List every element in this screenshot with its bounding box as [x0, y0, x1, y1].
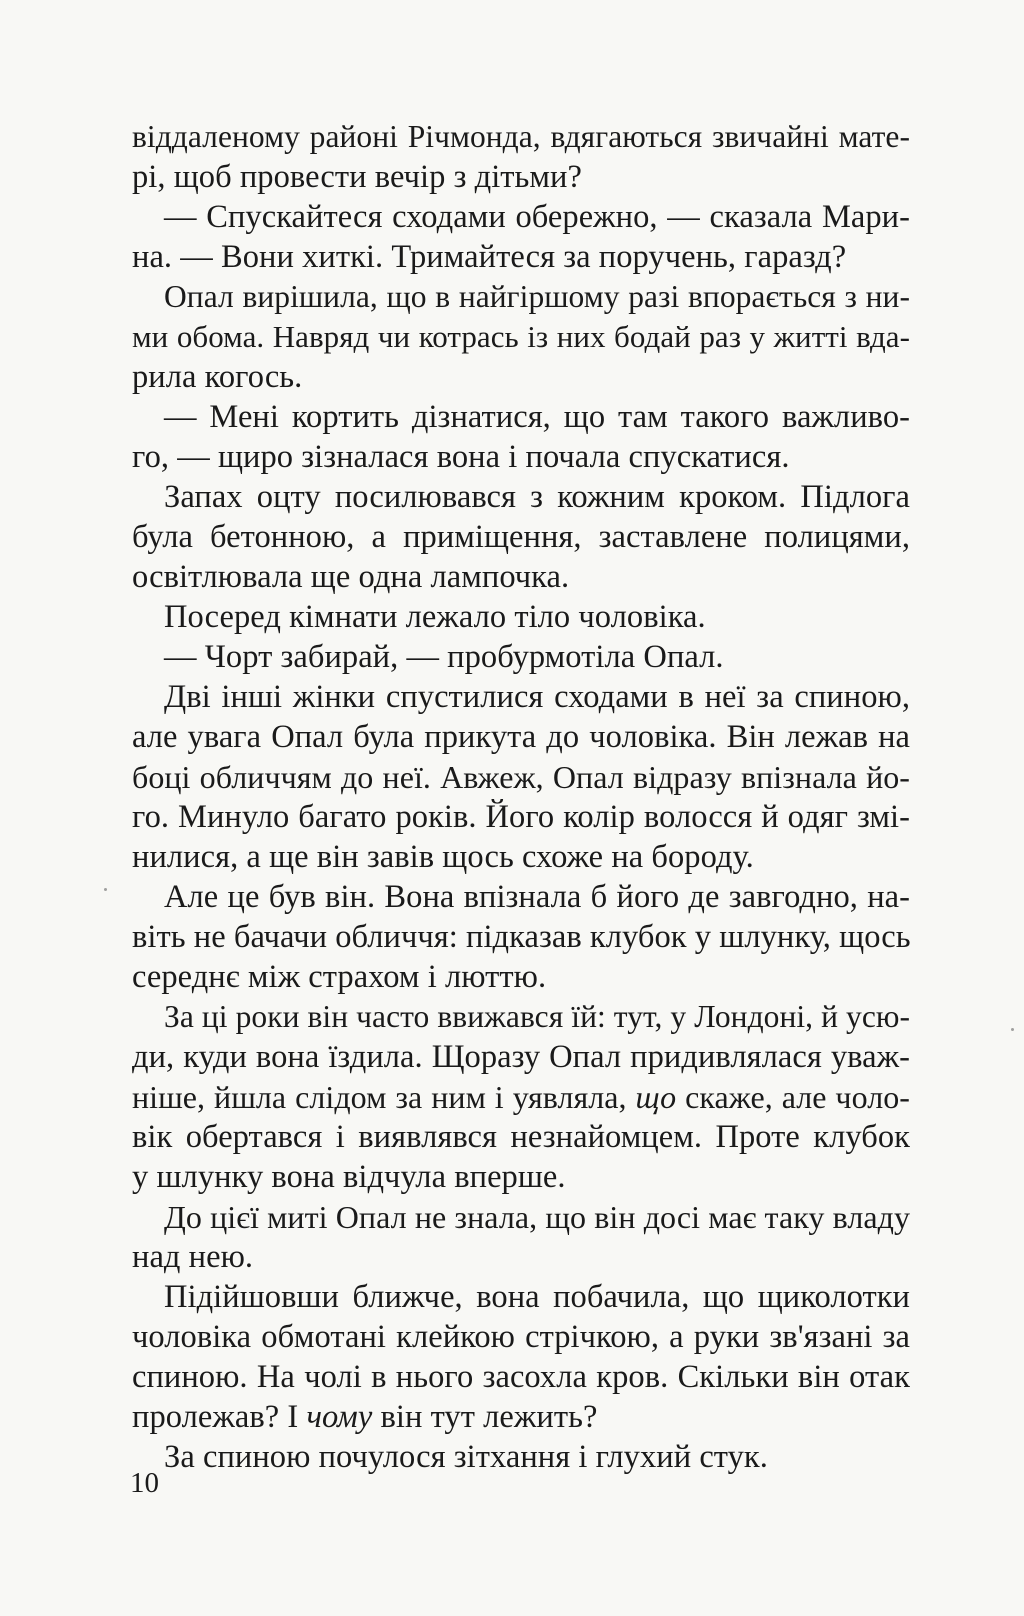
text-line: вік обертався і виявлявся незнайомцем. Проте клубок: [132, 1119, 910, 1155]
text-line: [132, 1077, 910, 1117]
text-line: рила когось.: [132, 359, 303, 395]
text-line: Запах оцту посилювався з кожним кроком. Підлога: [164, 479, 910, 515]
text-run: він тут лежить?: [372, 1399, 598, 1435]
text-line: над нею.: [132, 1239, 254, 1275]
text-line: але увага Опал була прикута до чоловіка. Він лежав на: [132, 719, 910, 755]
text-line: спиною. На чолі в нього засохла кров. Скільки він отак: [132, 1359, 910, 1395]
text-line: освітлювала ще одна лампочка.: [132, 559, 570, 595]
text-run: скаже, але чоло-: [676, 1079, 910, 1115]
text-line: віддаленому районі Річмонда, вдягаються звичайні мате-: [132, 119, 910, 154]
page-number: 10: [130, 1467, 159, 1499]
text-line: Підійшовши ближче, вона побачила, що щиколотки: [164, 1279, 910, 1315]
text-run: ніше, йшла слідом за ним і уявляла,: [132, 1079, 636, 1115]
text-line: За спиною почулося зітхання і глухий стук.: [164, 1439, 768, 1475]
text-line: ди, куди вона їздила. Щоразу Опал придивлялася уваж-: [132, 1039, 910, 1075]
text-line: Опал вирішила, що в найгіршому разі впорається з ни-: [164, 279, 910, 314]
text-line: До цієї миті Опал не знала, що він досі має таку владу: [164, 1199, 910, 1235]
text-line: нилися, а ще він завів щось схоже на бороду.: [132, 839, 754, 875]
text-line: була бетонною, а приміщення, заставлене полицями,: [132, 519, 910, 555]
text-line: у шлунку вона відчула вперше.: [132, 1159, 566, 1195]
print-speck: [104, 888, 107, 891]
italic-word: що: [635, 1079, 677, 1115]
text-line: го, — щиро зізналася вона і почала спускатися.: [132, 439, 790, 475]
text-line: чоловіка обмотані клейкою стрічкою, а руки зв'язані за: [132, 1319, 910, 1355]
text-line: За ці роки він часто ввижався їй: тут, у Лондоні, й усю-: [164, 999, 910, 1034]
text-run: пролежав? І: [132, 1399, 307, 1435]
text-line: на. — Вони хиткі. Тримайтеся за поручень, гаразд?: [132, 239, 847, 275]
text-line: середнє між страхом і люттю.: [132, 959, 547, 995]
text-line: — Мені кортить дізнатися, що там такого важливо-: [164, 399, 910, 435]
text-line: Але це був він. Вона впізнала б його де завгодно, на-: [164, 879, 910, 915]
text-line: [132, 1397, 910, 1437]
text-line: віть не бачачи обличчя: підказав клубок у шлунку, щось: [132, 919, 911, 955]
text-line: ми обома. Навряд чи котрась із них бодай раз у житті вда-: [132, 319, 910, 354]
text-line: — Чорт забирай, — пробурмотіла Опал.: [164, 639, 724, 675]
italic-word: чому: [306, 1399, 373, 1435]
text-line: Посеред кімнати лежало тіло чоловіка.: [164, 599, 706, 635]
text-line: — Спускайтеся сходами обережно, — сказала Мари-: [164, 199, 910, 235]
text-line: го. Минуло багато років. Його колір волосся й одяг змі-: [132, 799, 910, 835]
text-line: рі, щоб провести вечір з дітьми?: [132, 159, 582, 195]
print-speck: [1011, 1028, 1014, 1031]
text-line: Дві інші жінки спустилися сходами в неї за спиною,: [164, 679, 910, 715]
text-line: боці обличчям до неї. Авжеж, Опал відразу впізнала йо-: [132, 759, 910, 795]
